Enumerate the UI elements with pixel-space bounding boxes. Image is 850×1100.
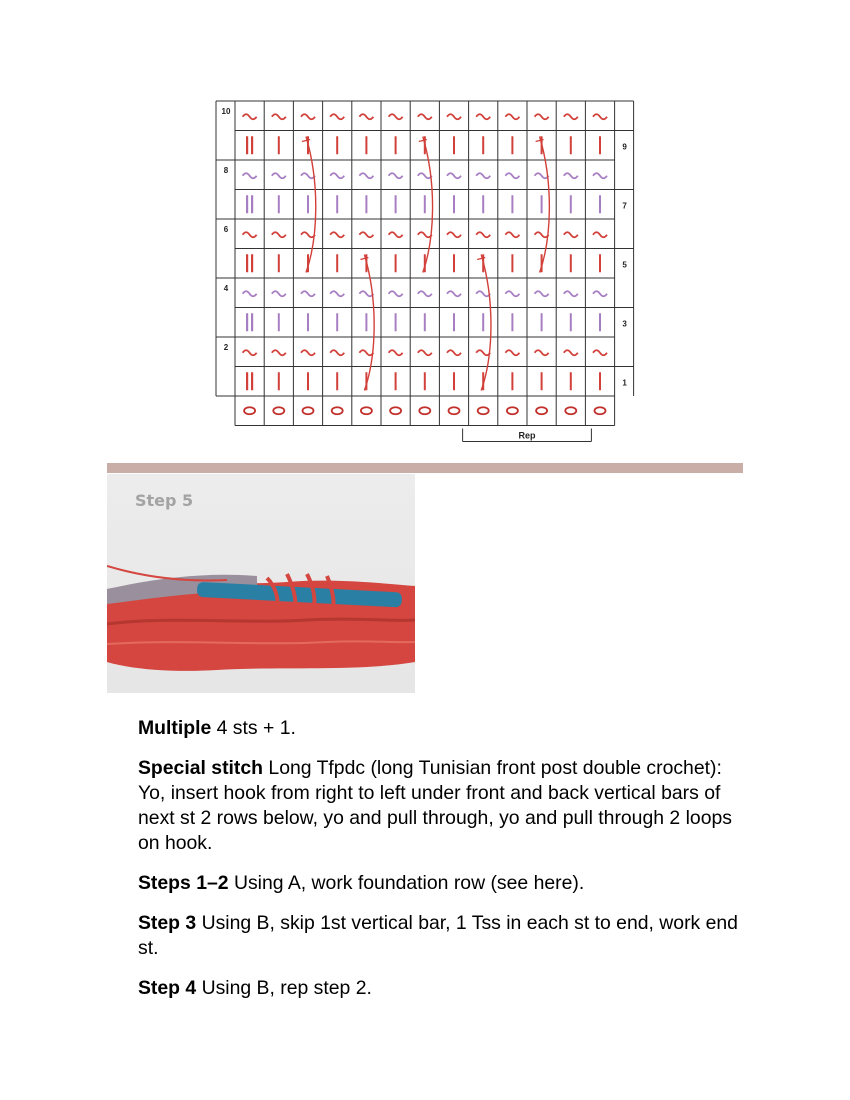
instruction-special-stitch: Special stitch Long Tfpdc (long Tunisian front post double crochet): Yo, insert hook from right to left under front and back vertical bars of next st 2 rows below, yo and pull through, yo and pull through 2 loops on hook. [138,757,732,854]
chain-symbol [595,407,606,414]
purl-symbol [389,173,403,178]
purl-symbol [272,173,286,178]
purl-symbol [535,232,549,237]
purl-symbol [564,291,578,296]
purl-symbol [389,350,403,355]
purl-symbol [505,291,519,296]
purl-symbol [243,173,257,178]
purl-symbol [564,350,578,355]
purl-symbol [418,291,432,296]
purl-symbol [476,173,490,178]
purl-symbol [418,350,432,355]
purl-symbol [418,232,432,237]
purl-symbol [330,291,344,296]
purl-symbol [447,173,461,178]
purl-symbol [505,173,519,178]
purl-symbol [272,350,286,355]
purl-symbol [243,350,257,355]
row-number-left: 8 [223,166,229,175]
chain-symbol [303,407,314,414]
chain-symbol [273,407,284,414]
purl-symbol [301,114,315,119]
purl-symbol [447,350,461,355]
row-number-right: 9 [622,142,627,152]
purl-symbol [301,291,315,296]
purl-symbol [359,232,373,237]
chain-symbol [478,407,489,414]
chain-symbol [507,407,518,414]
purl-symbol [447,114,461,119]
row-number-right: 5 [622,260,627,270]
chain-symbol [536,407,547,414]
chain-symbol [361,407,372,414]
purl-symbol [243,232,257,237]
purl-symbol [505,350,519,355]
purl-symbol [593,350,607,355]
purl-symbol [564,173,578,178]
purl-symbol [535,114,549,119]
row-number-left: 4 [223,284,229,293]
purl-symbol [593,232,607,237]
purl-symbol [593,291,607,296]
purl-symbol [272,114,286,119]
purl-symbol [359,291,373,296]
chain-symbol [565,407,576,414]
chain-symbol [244,407,255,414]
purl-symbol [243,291,257,296]
purl-symbol [272,291,286,296]
purl-symbol [330,350,344,355]
instruction-step-4: Step 4 Using B, rep step 2. [138,977,372,999]
purl-symbol [359,350,373,355]
purl-symbol [330,173,344,178]
purl-symbol [359,114,373,119]
purl-symbol [535,173,549,178]
purl-symbol [564,114,578,119]
purl-symbol [330,232,344,237]
purl-symbol [476,291,490,296]
row-number-right: 3 [622,319,627,329]
purl-symbol [505,114,519,119]
step-5-photo [107,474,415,693]
chain-symbol [390,407,401,414]
instruction-multiple: Multiple 4 sts + 1. [138,717,296,739]
instruction-step-3: Step 3 Using B, skip 1st vertical bar, 1 Tss in each st to end, work end st. [138,912,738,959]
purl-symbol [593,114,607,119]
row-number-left: 2 [223,343,229,352]
purl-symbol [418,173,432,178]
row-number-left: 6 [223,225,229,234]
purl-symbol [330,114,344,119]
stitch-chart [200,95,650,450]
instruction-steps-1-2: Steps 1–2 Using A, work foundation row (see here). [138,872,585,894]
purl-symbol [301,232,315,237]
purl-symbol [535,350,549,355]
chain-symbol [449,407,460,414]
purl-symbol [505,232,519,237]
rep-label: Rep [518,430,536,441]
instructions [138,716,748,1016]
purl-symbol [389,232,403,237]
purl-symbol [535,291,549,296]
purl-symbol [447,291,461,296]
purl-symbol [301,350,315,355]
purl-symbol [243,114,257,119]
purl-symbol [476,114,490,119]
purl-symbol [301,173,315,178]
purl-symbol [389,114,403,119]
chain-symbol [332,407,343,414]
row-number-left: 10 [221,107,231,116]
section-divider [107,463,743,473]
purl-symbol [272,232,286,237]
purl-symbol [359,173,373,178]
row-number-right: 7 [622,201,627,211]
purl-symbol [389,291,403,296]
step-label: Step 5 [135,491,194,510]
purl-symbol [476,350,490,355]
purl-symbol [447,232,461,237]
purl-symbol [476,232,490,237]
purl-symbol [418,114,432,119]
row-number-right: 1 [622,378,627,388]
purl-symbol [593,173,607,178]
chain-symbol [419,407,430,414]
purl-symbol [564,232,578,237]
